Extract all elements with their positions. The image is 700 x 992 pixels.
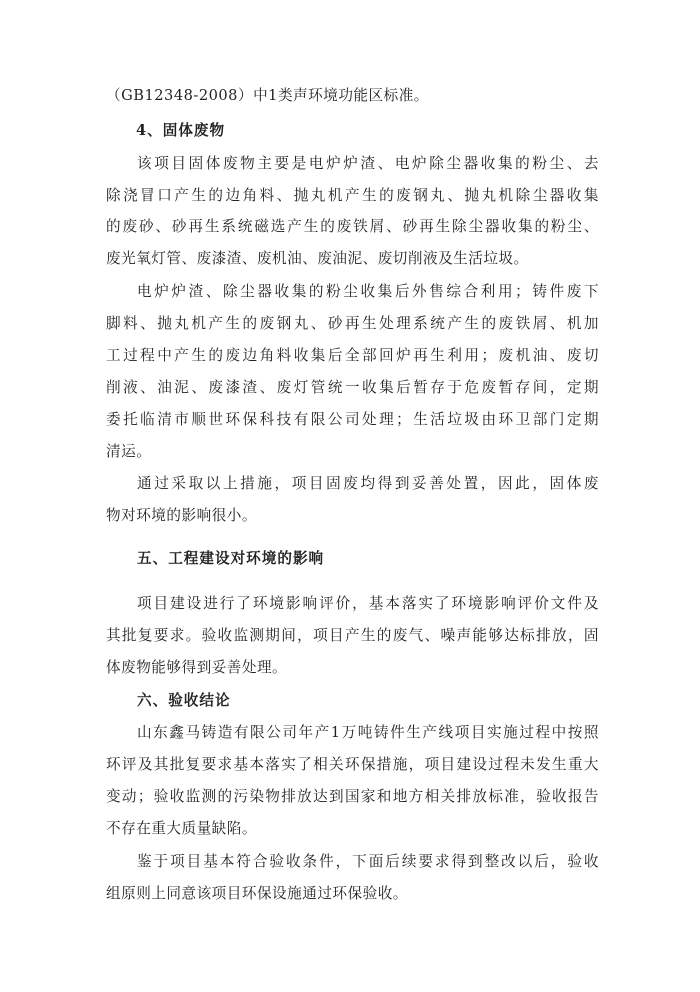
solid-waste-heading: 4、固体废物	[136, 122, 226, 139]
section6-para2-line: 鉴于项目基本符合验收条件，下面后续要求得到整改以后，验收	[137, 853, 599, 870]
section6-heading: 六、验收结论	[137, 692, 231, 709]
section6-para1-line: 环评及其批复要求基本落实了相关环保措施，项目建设过程未发生重大	[106, 756, 599, 773]
section5-para-line: 项目建设进行了环境影响评价，基本落实了环境影响评价文件及	[137, 595, 599, 612]
section5-para-line: 其批复要求。验收监测期间，项目产生的废气、噪声能够达标排放，固	[106, 627, 599, 644]
section5-heading: 五、工程建设对环境的影响	[137, 550, 325, 567]
solid-waste-para2-line: 清运。	[106, 443, 152, 460]
section5-para-line: 体废物能够得到妥善处理。	[106, 659, 288, 676]
solid-waste-para3-line: 通过采取以上措施，项目固废均得到妥善处置，因此，固体废	[137, 475, 599, 492]
solid-waste-para2-line: 工过程中产生的废边角料收集后全部回炉再生利用；废机油、废切	[106, 347, 599, 364]
section6-para1-line: 不存在重大质量缺陷。	[106, 820, 257, 837]
solid-waste-para2-line: 脚料、抛丸机产生的废钢丸、砂再生处理系统产生的废铁屑、机加	[106, 315, 599, 332]
section6-para1-line: 山东鑫马铸造有限公司年产1万吨铸件生产线项目实施过程中按照	[137, 724, 599, 741]
solid-waste-para1-line: 的废砂、砂再生系统磁选产生的废铁屑、砂再生除尘器收集的粉尘、	[106, 218, 599, 235]
solid-waste-para3-line: 物对环境的影响很小。	[106, 507, 257, 524]
solid-waste-para1-line: 除浇冒口产生的边角料、抛丸机产生的废钢丸、抛丸机除尘器收集	[106, 187, 599, 204]
solid-waste-para2-line: 委托临清市顺世环保科技有限公司处理；生活垃圾由环卫部门定期	[106, 411, 599, 428]
intro-line: （GB12348-2008）中1类声环境功能区标准。	[106, 87, 429, 104]
solid-waste-para1-line: 该项目固体废物主要是电炉炉渣、电炉除尘器收集的粉尘、去	[137, 155, 599, 172]
solid-waste-para2-line: 电炉炉渣、除尘器收集的粉尘收集后外售综合利用；铸件废下	[137, 283, 599, 300]
solid-waste-para2-line: 削液、油泥、废漆渣、废灯管统一收集后暂存于危废暂存间，定期	[106, 379, 599, 396]
section6-para2-line: 组原则上同意该项目环保设施通过环保验收。	[106, 885, 408, 902]
section6-para1-line: 变动；验收监测的污染物排放达到国家和地方相关排放标准，验收报告	[106, 788, 599, 805]
solid-waste-para1-line: 废光氧灯管、废漆渣、废机油、废油泥、废切削液及生活垃圾。	[106, 250, 529, 267]
